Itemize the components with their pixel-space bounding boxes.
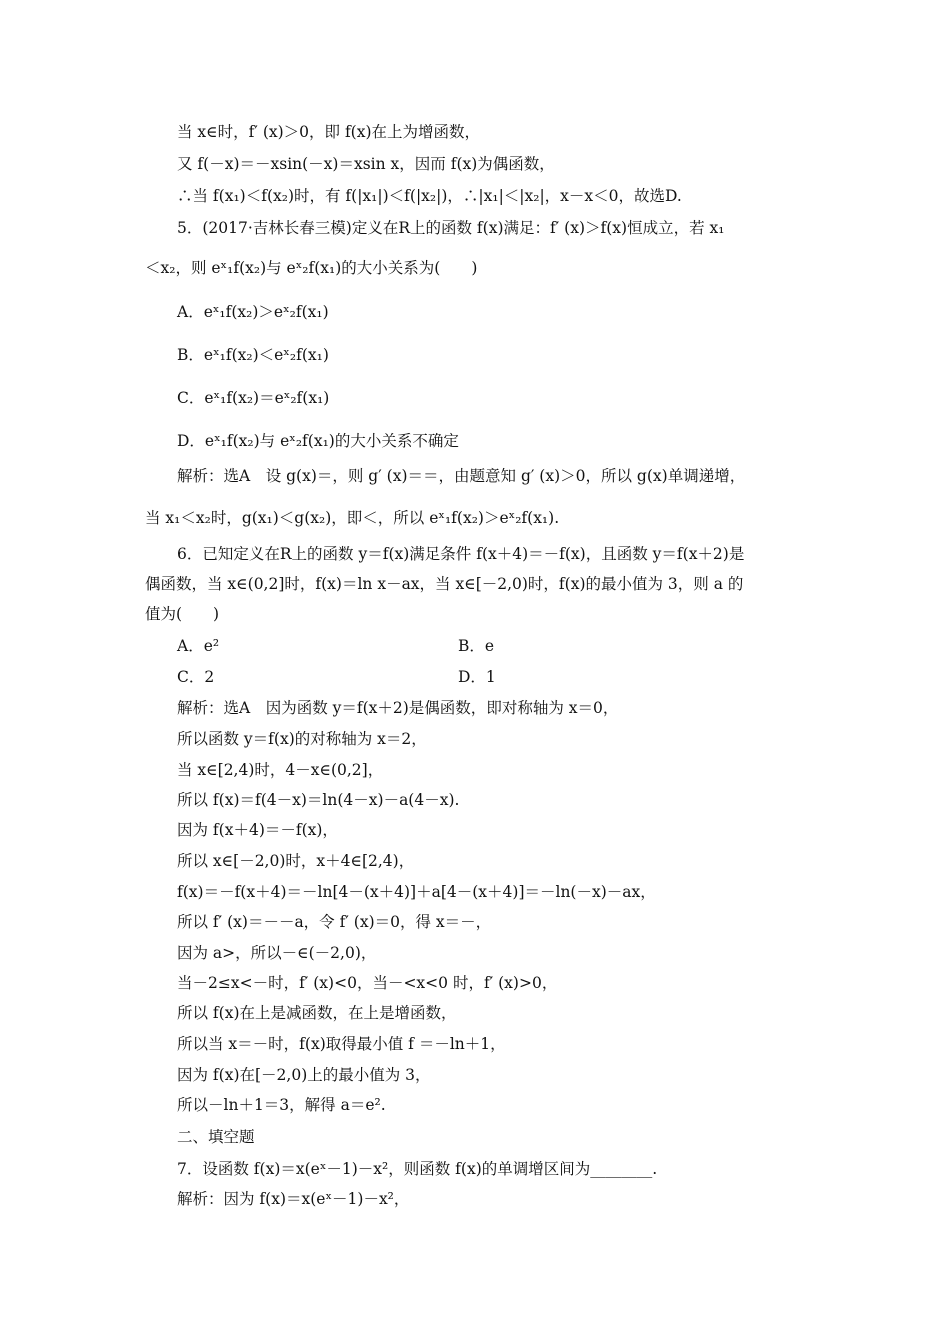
text-line: 所以 x∈[－2,0)时，x＋4∈[2,4)，: [177, 852, 415, 870]
text-line: 所以 f(x)在上是减函数，在上是增函数，: [177, 1004, 457, 1022]
section-heading: 二、填空题: [177, 1128, 255, 1146]
text-line: f(x)＝－f(x＋4)＝－ln[4－(x＋4)]＋a[4－(x＋4)]＝－ln(－x)－ax，: [177, 883, 656, 901]
text-line: 所以函数 y＝f(x)的对称轴为 x＝2，: [177, 730, 427, 748]
solution-5-cont: 当 x₁＜x₂时，g(x₁)＜g(x₂)，即＜，所以 eˣ₁f(x₂)＞eˣ₂f(x₁).: [145, 509, 560, 527]
text-line: 当 x∈[2,4)时，4－x∈(0,2]，: [177, 761, 384, 779]
text-line: 所以当 x＝－时，f(x)取得最小值 f ＝－ln＋1，: [177, 1035, 506, 1053]
text-line: ∴当 f(x₁)＜f(x₂)时，有 f(|x₁|)＜f(|x₂|)，∴|x₁|＜|x₂|，x－x＜0，故选D.: [177, 187, 682, 205]
option-c: C．eˣ₁f(x₂)＝eˣ₂f(x₁): [177, 389, 330, 407]
question-7-stem: 7．设函数 f(x)＝x(eˣ－1)－x²，则函数 f(x)的单调增区间为________.: [177, 1160, 658, 1178]
question-5-stem-cont: ＜x₂，则 eˣ₁f(x₂)与 eˣ₂f(x₁)的大小关系为( ): [145, 259, 478, 277]
text-line: 因为 a>，所以－∈(－2,0)，: [177, 944, 377, 962]
text-line: 当－2≤x<－时，f′ (x)<0，当－<x<0 时，f′ (x)>0，: [177, 974, 558, 992]
text-line: 当 x∈时，f′ (x)＞0，即 f(x)在上为增函数，: [177, 123, 481, 141]
question-6-stem: 6．已知定义在R上的函数 y＝f(x)满足条件 f(x＋4)＝－f(x)，且函数 y＝f(x＋2)是: [177, 545, 745, 563]
text-line: 所以－ln＋1＝3，解得 a＝e².: [177, 1096, 386, 1114]
question-6-stem-cont: 偶函数，当 x∈(0,2]时，f(x)＝ln x－ax，当 x∈[－2,0)时，f(x)的最小值为 3，则 a 的: [145, 575, 744, 593]
option-c: C．2: [177, 668, 215, 686]
text-line: 所以 f(x)＝f(4－x)＝ln(4－x)－a(4－x).: [177, 791, 460, 809]
question-6-stem-cont: 值为( ): [145, 605, 220, 623]
text-line: 所以 f′ (x)＝－－a，令 f′ (x)＝0，得 x＝－，: [177, 913, 492, 931]
option-b: B．e: [458, 637, 495, 655]
solution-5: 解析：选A 设 g(x)＝，则 g′ (x)＝＝，由题意知 g′ (x)＞0，所以 g(x)单调递增，: [177, 467, 746, 485]
option-b: B．eˣ₁f(x₂)＜eˣ₂f(x₁): [177, 346, 329, 364]
question-5-stem: 5．(2017·吉林长春三模)定义在R上的函数 f(x)满足：f′ (x)＞f(x)恒成立，若 x₁: [177, 219, 725, 237]
text-line: 又 f(－x)＝－xsin(－x)＝xsin x，因而 f(x)为偶函数，: [177, 155, 555, 173]
text-line: 因为 f(x＋4)＝－f(x)，: [177, 821, 338, 839]
option-d: D．1: [458, 668, 496, 686]
option-d: D．eˣ₁f(x₂)与 eˣ₂f(x₁)的大小关系不确定: [177, 432, 459, 450]
solution-6: 解析：选A 因为函数 y＝f(x＋2)是偶函数，即对称轴为 x＝0，: [177, 699, 619, 717]
option-a: A．eˣ₁f(x₂)＞eˣ₂f(x₁): [177, 303, 329, 321]
solution-7: 解析：因为 f(x)＝x(eˣ－1)－x²，: [177, 1190, 410, 1208]
option-a: A．e²: [177, 637, 220, 655]
text-line: 因为 f(x)在[－2,0)上的最小值为 3，: [177, 1066, 431, 1084]
